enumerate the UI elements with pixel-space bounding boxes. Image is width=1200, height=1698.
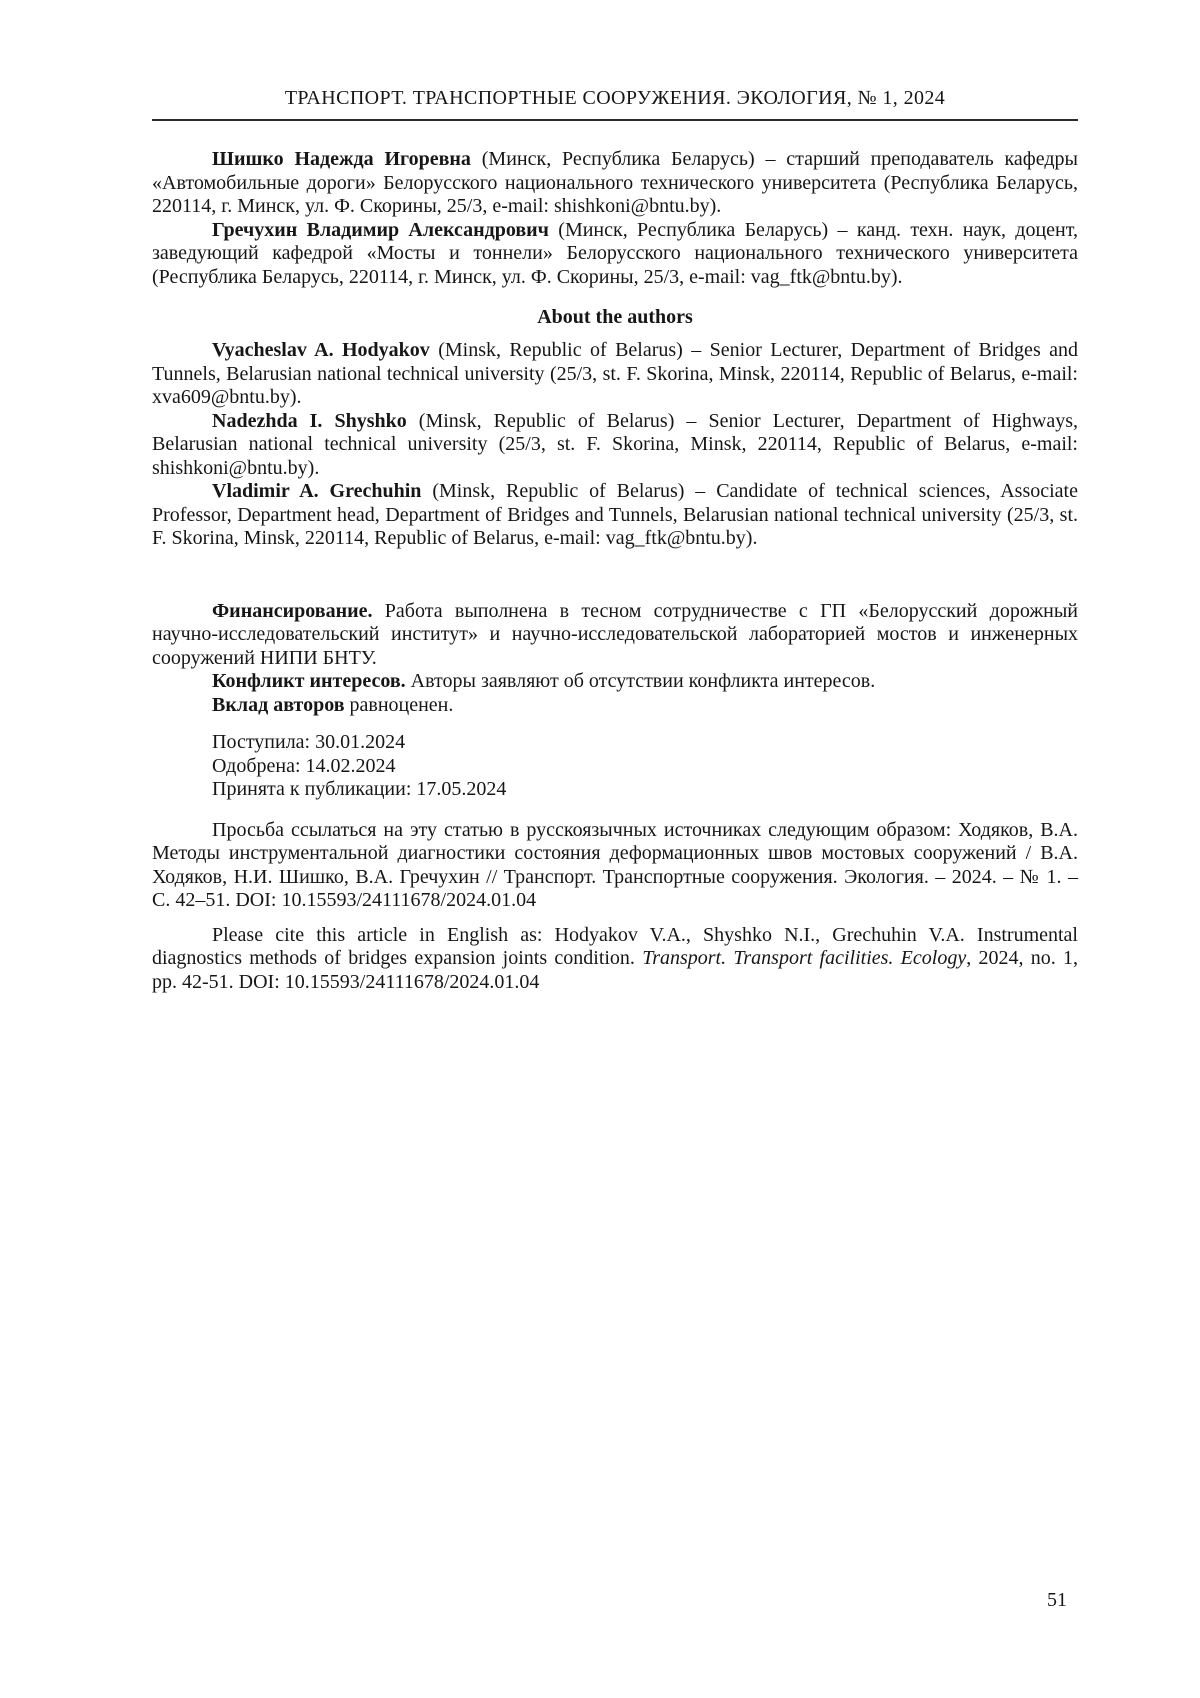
- authors-contribution-note: [152, 694, 1078, 718]
- author-bio-en: [152, 410, 1078, 481]
- author-name: Nadezhda I. Shyshko: [212, 409, 407, 432]
- citation-en-suffix: , 2024, no. 1, pp. 42-51. DOI: 10.15593/24111678/2024.01.04: [152, 947, 1078, 993]
- date-accepted: Принята к публикации: 17.05.2024: [212, 778, 507, 800]
- author-details: (Minsk, Republic of Belarus) – Senior Lecturer, Department of Highways, Belarusian national technical university (25/3, st. F. Skorina, Minsk, 220114, Republic of Belarus, e-mail: shishkoni@bntu.by).: [152, 409, 1078, 479]
- funding-label: Финансирование.: [212, 599, 373, 622]
- contribution-text: равноценен.: [344, 693, 454, 716]
- author-name: Шишко Надежда Игоревна: [212, 148, 471, 170]
- author-bio-en: [152, 339, 1078, 410]
- author-bio-en: [152, 480, 1078, 551]
- citation-en-journal-title: Transport. Transport facilities. Ecology: [642, 947, 967, 969]
- author-details: (Минск, Республика Беларусь) – старший преподаватель кафедры «Автомобильные дороги» Белорусского национального технического университета (Республика Беларусь, 220114, г. Минск, ул. Ф. Скорины, 25/3, e-mail: shishkoni@bntu.by).: [152, 148, 1078, 217]
- russian-authors-section: [152, 148, 1078, 289]
- citation-en-prefix: Please cite this article in English as: Hodyakov V.A., Shyshko N.I., Grechuhin V.A. Instrumental diagnostics methods of bridges expansion joints condition.: [152, 923, 1078, 969]
- article-dates-section: [152, 731, 1078, 802]
- author-bio-ru: [152, 219, 1078, 290]
- article-meta-section: [152, 600, 1078, 718]
- journal-title: ТРАНСПОРТ. ТРАНСПОРТНЫЕ СООРУЖЕНИЯ. ЭКОЛОГИЯ, № 1, 2024: [284, 87, 946, 109]
- author-details: (Minsk, Republic of Belarus) – Candidate of technical sciences, Associate Professor, Department head, Department of Bridges and Tunnels, Belarusian national technical university (25/3, st. F. Skorina, Minsk, 220114, Republic of Belarus, e-mail: vag_ftk@bntu.by).: [152, 480, 1078, 549]
- author-bio-ru: [152, 148, 1078, 219]
- funding-text: Работа выполнена в тесном сотрудничестве с ГП «Белорусский дорожный научно-исследовательский институт» и научно-исследовательской лабораторией мостов и инженерных сооружений НИПИ БНТУ.: [152, 599, 1078, 669]
- about-the-authors-heading: About the authors: [537, 306, 693, 328]
- conflict-text: Авторы заявляют об отсутствии конфликта интересов.: [405, 670, 876, 692]
- author-name: Гречухин Владимир Александрович: [212, 218, 549, 241]
- date-received: Поступила: 30.01.2024: [212, 731, 406, 753]
- page-number: 51: [1047, 1589, 1067, 1611]
- author-name: Vyacheslav A. Hodyakov: [212, 339, 430, 361]
- conflict-of-interest-note: [152, 670, 1078, 694]
- citation-instruction-en: [152, 924, 1078, 995]
- funding-note: [152, 600, 1078, 671]
- english-authors-section: [152, 339, 1078, 551]
- date-approved: Одобрена: 14.02.2024: [212, 754, 396, 777]
- author-details: (Минск, Республика Беларусь) – канд. техн. наук, доцент, заведующий кафедрой «Мосты и тоннели» Белорусского национального технического университета (Республика Беларусь, 220114, г. Минск, ул. Ф. Скорины, 25/3, e-mail: vag_ftk@bntu.by).: [152, 218, 1078, 288]
- author-details: (Minsk, Republic of Belarus) – Senior Lecturer, Department of Bridges and Tunnels, Belarusian national technical university (25/3, st. F. Skorina, Minsk, 220114, Republic of Belarus, e-mail: xva609@bntu.by).: [152, 339, 1079, 408]
- citation-instruction-ru: Просьба ссылаться на эту статью в русскоязычных источниках следующим образом: Ходяков, В.А. Методы инструментальной диагностики состояния деформационных швов мостовых сооружений / В.А. Ходяков, Н.И. Шишко, В.А. Гречухин // Транспорт. Транспортные сооружения. Экология. – 2024. – № 1. – С. 42–51. DOI: 10.15593/24111678/2024.01.04: [152, 818, 1078, 911]
- conflict-label: Конфликт интересов.: [212, 670, 406, 692]
- contribution-label: Вклад авторов: [212, 693, 345, 716]
- author-name: Vladimir A. Grechuhin: [212, 480, 422, 502]
- running-header: [152, 86, 1078, 121]
